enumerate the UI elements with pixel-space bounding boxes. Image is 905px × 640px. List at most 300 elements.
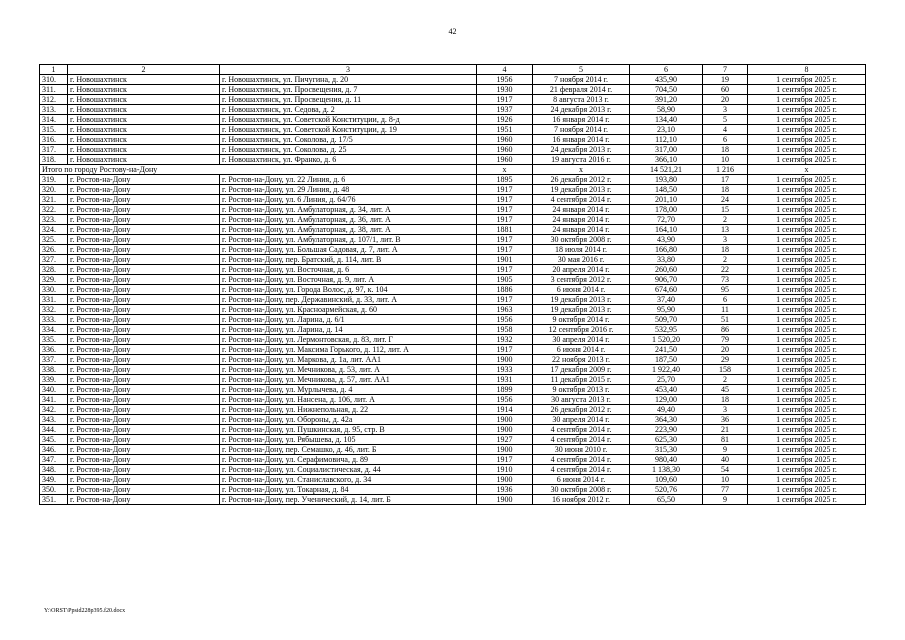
table-cell: г. Ростов-на-Дону	[68, 455, 220, 465]
table-cell: 24 декабря 2013 г.	[533, 105, 630, 115]
table-cell: 17	[703, 175, 748, 185]
table-cell: г. Новошахтинск	[68, 135, 220, 145]
table-cell: 453,40	[630, 385, 703, 395]
table-cell: 19 августа 2016 г.	[533, 155, 630, 165]
table-row	[40, 275, 866, 285]
table-cell: г. Ростов-на-Дону, ул. Ларина, д. 14	[220, 325, 477, 335]
table-cell: 323.	[40, 215, 68, 225]
table-cell: 26 декабря 2012 г.	[533, 175, 630, 185]
table-cell: 906,70	[630, 275, 703, 285]
table-cell: 112,10	[630, 135, 703, 145]
total-c4: x	[477, 165, 533, 175]
table-cell: 24 января 2014 г.	[533, 225, 630, 235]
table-cell: 30 апреля 2014 г.	[533, 335, 630, 345]
table-cell: г. Ростов-на-Дону	[68, 175, 220, 185]
table-cell: 532,95	[630, 325, 703, 335]
table-cell: 1931	[477, 375, 533, 385]
table-cell: г. Новошахтинск, ул. Просвещения, д. 7	[220, 85, 477, 95]
table-cell: 1 сентября 2025 г.	[748, 225, 866, 235]
table-cell: 1926	[477, 115, 533, 125]
table-cell: 1914	[477, 405, 533, 415]
table-cell: г. Ростов-на-Дону	[68, 305, 220, 315]
table-cell: г. Ростов-на-Дону	[68, 265, 220, 275]
table-row	[40, 115, 866, 125]
table-cell: 345.	[40, 435, 68, 445]
table-cell: г. Ростов-на-Дону, ул. Рябышева, д. 105	[220, 435, 477, 445]
table-cell: 1881	[477, 225, 533, 235]
table-cell: г. Ростов-на-Дону	[68, 245, 220, 255]
table-cell: 342.	[40, 405, 68, 415]
table-cell: г. Новошахтинск	[68, 105, 220, 115]
table-cell: г. Ростов-на-Дону, пер. Семашко, д. 46, лит. Б	[220, 445, 477, 455]
table-cell: 328.	[40, 265, 68, 275]
table-cell: г. Ростов-на-Дону	[68, 465, 220, 475]
table-cell: 320.	[40, 185, 68, 195]
table-cell: 19 декабря 2013 г.	[533, 305, 630, 315]
table-cell: 315,30	[630, 445, 703, 455]
table-cell: 40	[703, 455, 748, 465]
table-cell: 1910	[477, 465, 533, 475]
table-cell: 20 апреля 2014 г.	[533, 265, 630, 275]
table-cell: 109,60	[630, 475, 703, 485]
table-cell: 24	[703, 195, 748, 205]
table-cell: 321.	[40, 195, 68, 205]
table-cell: 1960	[477, 155, 533, 165]
table-cell: 1 сентября 2025 г.	[748, 495, 866, 505]
total-c5: x	[533, 165, 630, 175]
table-cell: 1917	[477, 295, 533, 305]
table-cell: 1937	[477, 105, 533, 115]
table-cell: г. Ростов-на-Дону, ул. Маркова, д. 1а, лит. АА1	[220, 355, 477, 365]
table-row	[40, 365, 866, 375]
table-cell: г. Ростов-на-Дону	[68, 375, 220, 385]
table-cell: 4 сентября 2014 г.	[533, 455, 630, 465]
table-cell: г. Ростов-на-Дону	[68, 485, 220, 495]
table-cell: 1 сентября 2025 г.	[748, 325, 866, 335]
table-cell: 366,10	[630, 155, 703, 165]
table-cell: 18	[703, 145, 748, 155]
table-cell: 25,70	[630, 375, 703, 385]
table-cell: 509,70	[630, 315, 703, 325]
table-cell: 1899	[477, 385, 533, 395]
table-cell: 4 сентября 2014 г.	[533, 425, 630, 435]
table-cell: 86	[703, 325, 748, 335]
table-cell: 1900	[477, 425, 533, 435]
table-row	[40, 195, 866, 205]
table-cell: 1956	[477, 75, 533, 85]
table-cell: г. Ростов-на-Дону	[68, 355, 220, 365]
table-cell: 317.	[40, 145, 68, 155]
table-cell: 1917	[477, 455, 533, 465]
table-cell: 5	[703, 115, 748, 125]
table-cell: 36	[703, 415, 748, 425]
table-cell: 37,40	[630, 295, 703, 305]
table-cell: 347.	[40, 455, 68, 465]
table-cell: 348.	[40, 465, 68, 475]
table-cell: 1917	[477, 235, 533, 245]
table-cell: г. Новошахтинск, ул. Просвещения, д. 11	[220, 95, 477, 105]
table-cell: 3	[703, 235, 748, 245]
table-cell: 1917	[477, 95, 533, 105]
table-cell: 4 сентября 2014 г.	[533, 465, 630, 475]
table-cell: 16 января 2014 г.	[533, 115, 630, 125]
table-cell: 51	[703, 315, 748, 325]
table-cell: 30 апреля 2014 г.	[533, 415, 630, 425]
table-cell: 1 сентября 2025 г.	[748, 125, 866, 135]
table-cell: 18	[703, 185, 748, 195]
table-row	[40, 375, 866, 385]
table-cell: 95,90	[630, 305, 703, 315]
table-cell: 332.	[40, 305, 68, 315]
table-cell: г. Ростов-на-Дону	[68, 275, 220, 285]
table-cell: 164,10	[630, 225, 703, 235]
table-cell: 23,10	[630, 125, 703, 135]
table-cell: г. Ростов-на-Дону	[68, 475, 220, 485]
table-cell: 11	[703, 305, 748, 315]
table-cell: 1 сентября 2025 г.	[748, 415, 866, 425]
table-cell: г. Ростов-на-Дону, ул. Максима Горького, д. 112, лит. А	[220, 345, 477, 355]
table-cell: 1 сентября 2025 г.	[748, 255, 866, 265]
table-cell: 310.	[40, 75, 68, 85]
table-row	[40, 265, 866, 275]
table-cell: 16 ноября 2012 г.	[533, 495, 630, 505]
table-cell: 1900	[477, 415, 533, 425]
total-label: Итого по городу Ростову-на-Дону	[40, 165, 477, 175]
table-cell: 1933	[477, 365, 533, 375]
table-cell: 1 сентября 2025 г.	[748, 195, 866, 205]
table-row	[40, 245, 866, 255]
table-cell: 1917	[477, 215, 533, 225]
table-cell: 1917	[477, 205, 533, 215]
table-cell: 1 138,30	[630, 465, 703, 475]
table-cell: 311.	[40, 85, 68, 95]
table-cell: 346.	[40, 445, 68, 455]
table-cell: г. Ростов-на-Дону, ул. Красноармейская, д. 60	[220, 305, 477, 315]
table-cell: 1 сентября 2025 г.	[748, 205, 866, 215]
table-cell: 45	[703, 385, 748, 395]
table-cell: 333.	[40, 315, 68, 325]
column-number-3: 3	[220, 65, 477, 75]
table-cell: г. Ростов-на-Дону	[68, 255, 220, 265]
table-cell: 20	[703, 345, 748, 355]
table-cell: г. Ростов-на-Дону, пер. Державинский, д. 33, лит. А	[220, 295, 477, 305]
table-cell: г. Ростов-на-Дону	[68, 315, 220, 325]
table-cell: г. Ростов-на-Дону	[68, 295, 220, 305]
table-cell: 4	[703, 125, 748, 135]
table-cell: 9 октября 2014 г.	[533, 315, 630, 325]
table-cell: г. Ростов-на-Дону, ул. Мечникова, д. 53, лит. А	[220, 365, 477, 375]
table-cell: г. Новошахтинск	[68, 125, 220, 135]
table-cell: 1 922,40	[630, 365, 703, 375]
table-cell: г. Ростов-на-Дону	[68, 235, 220, 245]
table-row	[40, 355, 866, 365]
table-cell: 20	[703, 95, 748, 105]
table-cell: 980,40	[630, 455, 703, 465]
table-cell: 1 сентября 2025 г.	[748, 385, 866, 395]
table-cell: 1 сентября 2025 г.	[748, 465, 866, 475]
table-cell: 9	[703, 495, 748, 505]
table-row	[40, 435, 866, 445]
table-cell: 73	[703, 275, 748, 285]
table-cell: г. Новошахтинск	[68, 115, 220, 125]
table-cell: 6	[703, 135, 748, 145]
table-cell: 1 сентября 2025 г.	[748, 85, 866, 95]
table-cell: 339.	[40, 375, 68, 385]
table-cell: 12 сентября 2016 г.	[533, 325, 630, 335]
table-cell: 1 сентября 2025 г.	[748, 215, 866, 225]
table-cell: 1 сентября 2025 г.	[748, 435, 866, 445]
table-row	[40, 455, 866, 465]
table-header-row	[40, 65, 866, 75]
table-cell: г. Ростов-на-Дону	[68, 185, 220, 195]
table-cell: 1927	[477, 435, 533, 445]
table-cell: 19	[703, 75, 748, 85]
table-cell: 318.	[40, 155, 68, 165]
table-cell: г. Новошахтинск, ул. Соколова, д. 25	[220, 145, 477, 155]
table-cell: 322.	[40, 205, 68, 215]
table-cell: 7 ноября 2014 г.	[533, 75, 630, 85]
table-row	[40, 415, 866, 425]
table-row	[40, 345, 866, 355]
table-cell: г. Ростов-на-Дону, ул. Города Волос, д. 97, к. 104	[220, 285, 477, 295]
table-cell: 330.	[40, 285, 68, 295]
table-cell: 30 октября 2008 г.	[533, 235, 630, 245]
table-cell: г. Ростов-на-Дону, ул. Мурлычева, д. 4	[220, 385, 477, 395]
table-cell: 24 января 2014 г.	[533, 205, 630, 215]
table-cell: 343.	[40, 415, 68, 425]
table-row	[40, 465, 866, 475]
table-cell: 1930	[477, 85, 533, 95]
table-cell: 1960	[477, 145, 533, 155]
table-cell: 1 сентября 2025 г.	[748, 455, 866, 465]
table-cell: 520,76	[630, 485, 703, 495]
table-cell: 315.	[40, 125, 68, 135]
table-cell: 17 декабря 2009 г.	[533, 365, 630, 375]
table-row	[40, 495, 866, 505]
table-cell: 22 ноября 2013 г.	[533, 355, 630, 365]
table-cell: 10	[703, 155, 748, 165]
table-cell: 81	[703, 435, 748, 445]
table-cell: г. Новошахтинск	[68, 155, 220, 165]
table-cell: 148,50	[630, 185, 703, 195]
table-cell: 1 520,20	[630, 335, 703, 345]
table-cell: 324.	[40, 225, 68, 235]
page-number: 42	[448, 27, 457, 36]
table-cell: г. Ростов-на-Дону, пер. Братский, д. 114, лит. В	[220, 255, 477, 265]
table-cell: г. Ростов-на-Дону	[68, 335, 220, 345]
table-cell: 1 сентября 2025 г.	[748, 175, 866, 185]
table-cell: 1 сентября 2025 г.	[748, 265, 866, 275]
table-cell: г. Ростов-на-Дону, ул. Станиславского, д. 34	[220, 475, 477, 485]
table-cell: 201,10	[630, 195, 703, 205]
total-row	[40, 165, 866, 175]
table-row	[40, 85, 866, 95]
table-cell: 1 сентября 2025 г.	[748, 335, 866, 345]
table-cell: 129,00	[630, 395, 703, 405]
table-cell: 1 сентября 2025 г.	[748, 95, 866, 105]
table-row	[40, 135, 866, 145]
table-cell: г. Новошахтинск, ул. Пичугина, д. 20	[220, 75, 477, 85]
table-cell: 21	[703, 425, 748, 435]
table-cell: 1 сентября 2025 г.	[748, 485, 866, 495]
table-cell: 1951	[477, 125, 533, 135]
table-row	[40, 185, 866, 195]
total-c8: x	[748, 165, 866, 175]
table-cell: 2	[703, 215, 748, 225]
table-cell: г. Ростов-на-Дону, ул. Амбулаторная, д. 107/1, лит. В	[220, 235, 477, 245]
table-cell: 18 июля 2014 г.	[533, 245, 630, 255]
table-row	[40, 335, 866, 345]
table-cell: 1956	[477, 395, 533, 405]
table-cell: 344.	[40, 425, 68, 435]
table-cell: 22	[703, 265, 748, 275]
table-cell: 1 сентября 2025 г.	[748, 405, 866, 415]
table-cell: 9	[703, 445, 748, 455]
table-cell: 79	[703, 335, 748, 345]
table-cell: г. Новошахтинск, ул. Соколова, д. 17/5	[220, 135, 477, 145]
table-cell: г. Новошахтинск	[68, 95, 220, 105]
table-cell: 18	[703, 245, 748, 255]
total-c7: 1 216	[703, 165, 748, 175]
table-cell: 1958	[477, 325, 533, 335]
table-row	[40, 315, 866, 325]
table-cell: 3 сентября 2012 г.	[533, 275, 630, 285]
table-cell: 350.	[40, 485, 68, 495]
table-cell: 704,50	[630, 85, 703, 95]
column-number-2: 2	[68, 65, 220, 75]
table-cell: 4 сентября 2014 г.	[533, 435, 630, 445]
table-cell: г. Ростов-на-Дону, ул. Лермонтовская, д. 83, лит. Г	[220, 335, 477, 345]
table-cell: 6 июня 2014 г.	[533, 475, 630, 485]
table-cell: 1 сентября 2025 г.	[748, 135, 866, 145]
table-cell: г. Ростов-на-Дону, ул. 22 Линия, д. 6	[220, 175, 477, 185]
column-number-1: 1	[40, 65, 68, 75]
table-cell: г. Ростов-на-Дону	[68, 215, 220, 225]
table-cell: 1 сентября 2025 г.	[748, 275, 866, 285]
table-cell: г. Ростов-на-Дону, ул. Амбулаторная, д. 34, лит. А	[220, 205, 477, 215]
table-row	[40, 175, 866, 185]
table-cell: 1 сентября 2025 г.	[748, 295, 866, 305]
table-cell: 1 сентября 2025 г.	[748, 445, 866, 455]
table-cell: г. Ростов-на-Дону	[68, 365, 220, 375]
table-cell: г. Ростов-на-Дону	[68, 425, 220, 435]
table-cell: 9 октября 2013 г.	[533, 385, 630, 395]
table-cell: 1917	[477, 245, 533, 255]
table-row	[40, 395, 866, 405]
table-cell: 351.	[40, 495, 68, 505]
table-cell: 1886	[477, 285, 533, 295]
table-row	[40, 305, 866, 315]
table-row	[40, 485, 866, 495]
table-cell: г. Ростов-на-Дону	[68, 385, 220, 395]
file-path-footer: Y:\ORST\Ppsid228p395.f20.docx	[44, 608, 126, 614]
table-cell: г. Ростов-на-Дону, ул. 6 Линия, д. 64/76	[220, 195, 477, 205]
table-cell: г. Ростов-на-Дону	[68, 395, 220, 405]
table-cell: г. Ростов-на-Дону	[68, 435, 220, 445]
table-cell: г. Ростов-на-Дону, ул. Пушкинская, д. 95, стр. В	[220, 425, 477, 435]
table-cell: 336.	[40, 345, 68, 355]
table-cell: 19 декабря 2013 г.	[533, 185, 630, 195]
table-row	[40, 325, 866, 335]
table-cell: 1936	[477, 485, 533, 495]
table-cell: 77	[703, 485, 748, 495]
table-row	[40, 215, 866, 225]
table-row	[40, 445, 866, 455]
table-cell: 11 декабря 2015 г.	[533, 375, 630, 385]
table-cell: 1932	[477, 335, 533, 345]
table-cell: 1917	[477, 265, 533, 275]
table-cell: 674,60	[630, 285, 703, 295]
table-cell: 65,50	[630, 495, 703, 505]
table-cell: 30 августа 2013 г.	[533, 395, 630, 405]
table-cell: г. Ростов-на-Дону	[68, 325, 220, 335]
table-cell: 1 сентября 2025 г.	[748, 425, 866, 435]
table-row	[40, 255, 866, 265]
table-cell: г. Ростов-на-Дону	[68, 285, 220, 295]
table-cell: 13	[703, 225, 748, 235]
table-cell: 29	[703, 355, 748, 365]
table-cell: г. Ростов-на-Дону	[68, 405, 220, 415]
table-cell: г. Ростов-на-Дону, ул. Социалистическая, д. 44	[220, 465, 477, 475]
table-cell: 4 сентября 2014 г.	[533, 195, 630, 205]
table-cell: 58,90	[630, 105, 703, 115]
table-row	[40, 235, 866, 245]
table-row	[40, 295, 866, 305]
table-cell: 33,80	[630, 255, 703, 265]
table-cell: 3	[703, 105, 748, 115]
table-cell: 43,90	[630, 235, 703, 245]
table-cell: 1905	[477, 275, 533, 285]
table-cell: 1 сентября 2025 г.	[748, 305, 866, 315]
total-c6: 14 521,21	[630, 165, 703, 175]
table-cell: 341.	[40, 395, 68, 405]
table-cell: 18	[703, 395, 748, 405]
housing-table	[39, 64, 866, 505]
table-cell: г. Ростов-на-Дону	[68, 205, 220, 215]
table-cell: 1 сентября 2025 г.	[748, 75, 866, 85]
table-cell: 1 сентября 2025 г.	[748, 115, 866, 125]
table-row	[40, 405, 866, 415]
table-cell: 1 сентября 2025 г.	[748, 155, 866, 165]
table-row	[40, 125, 866, 135]
table-cell: 134,40	[630, 115, 703, 125]
table-cell: г. Новошахтинск	[68, 75, 220, 85]
table-cell: 313.	[40, 105, 68, 115]
table-cell: г. Ростов-на-Дону, пер. Ученический, д. 14, лит. Б	[220, 495, 477, 505]
table-cell: 319.	[40, 175, 68, 185]
column-number-7: 7	[703, 65, 748, 75]
table-cell: 178,00	[630, 205, 703, 215]
table-cell: 10	[703, 475, 748, 485]
table-cell: 6 июня 2014 г.	[533, 285, 630, 295]
table-cell: 193,80	[630, 175, 703, 185]
table-cell: 30 октября 2008 г.	[533, 485, 630, 495]
table-cell: 340.	[40, 385, 68, 395]
table-cell: 1 сентября 2025 г.	[748, 355, 866, 365]
table-row	[40, 75, 866, 85]
table-cell: 331.	[40, 295, 68, 305]
table-cell: 1963	[477, 305, 533, 315]
table-row	[40, 95, 866, 105]
table-cell: 327.	[40, 255, 68, 265]
table-cell: 26 декабря 2012 г.	[533, 405, 630, 415]
table-cell: 314.	[40, 115, 68, 125]
table-cell: 8 августа 2013 г.	[533, 95, 630, 105]
table-cell: 1 сентября 2025 г.	[748, 185, 866, 195]
table-row	[40, 385, 866, 395]
table-cell: г. Ростов-на-Дону	[68, 495, 220, 505]
table-cell: 1900	[477, 445, 533, 455]
